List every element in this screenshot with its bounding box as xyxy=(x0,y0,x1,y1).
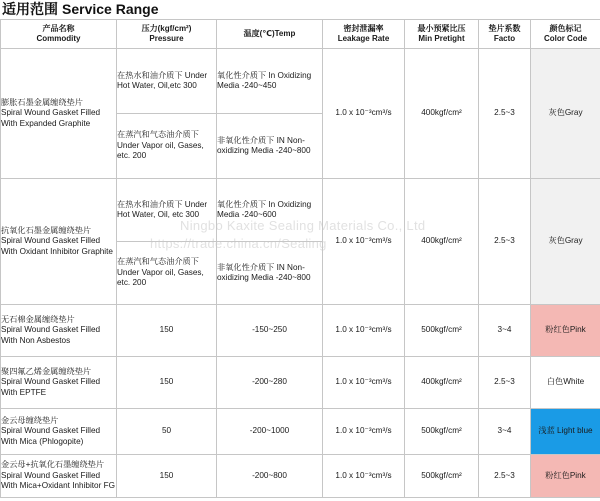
page-title xyxy=(2,0,159,18)
facto-cell: 2.5~3 xyxy=(479,179,531,305)
leakage-cell: 1.0 x 10⁻³cm³/s xyxy=(323,305,405,357)
leakage-cell: 1.0 x 10⁻³cm³/s xyxy=(323,455,405,498)
pressure-cell: 50 xyxy=(117,409,217,455)
header-color: 颜色标记 Color Code xyxy=(531,20,600,49)
facto-cell: 3~4 xyxy=(479,305,531,357)
table-row xyxy=(1,49,600,114)
pressure-cell: 150 xyxy=(117,455,217,498)
watermark-company: Ningbo Kaxite Sealing Materials Co., Ltd xyxy=(180,218,426,233)
temp-cell: 氧化性介质下 In Oxidizing Media -240~600 xyxy=(217,179,323,242)
color-code-cell: 浅蓝 Light blue xyxy=(531,409,600,455)
title-en: Service Range xyxy=(62,1,159,17)
facto-cell: 2.5~3 xyxy=(479,455,531,498)
pressure-cell: 150 xyxy=(117,305,217,357)
table-row xyxy=(1,179,600,242)
table-row xyxy=(1,409,600,455)
color-code-cell: 白色White xyxy=(531,357,600,409)
header-pretight: 最小预紧比压 Min Pretight xyxy=(405,20,479,49)
header-leakage: 密封泄漏率 Leakage Rate xyxy=(323,20,405,49)
color-code-cell: 粉红色Pink xyxy=(531,455,600,498)
temp-cell: 非氧化性介质下 IN Non-oxidizing Media -240~800 xyxy=(217,242,323,305)
header-facto: 垫片系数 Facto xyxy=(479,20,531,49)
leakage-cell: 1.0 x 10⁻³cm³/s xyxy=(323,49,405,179)
pretight-cell: 500kgf/cm² xyxy=(405,409,479,455)
pressure-cell: 在热水和油介质下 Under Hot Water, Oil,etc 300 xyxy=(117,49,217,114)
temp-cell: -200~1000 xyxy=(217,409,323,455)
temp-cell: -200~280 xyxy=(217,357,323,409)
header-temp: 温度(℃)Temp xyxy=(217,20,323,49)
pretight-cell: 500kgf/cm² xyxy=(405,455,479,498)
service-range-table xyxy=(0,19,600,498)
pretight-cell: 400kgf/cm² xyxy=(405,357,479,409)
commodity-cell: 无石棉金属缠绕垫片 Spiral Wound Gasket Filled With Non Asbestos xyxy=(1,305,117,357)
table-row xyxy=(1,455,600,498)
facto-cell: 2.5~3 xyxy=(479,49,531,179)
temp-cell: -200~800 xyxy=(217,455,323,498)
pretight-cell: 500kgf/cm² xyxy=(405,305,479,357)
table-row xyxy=(1,305,600,357)
pretight-cell: 400kgf/cm² xyxy=(405,179,479,305)
pressure-cell: 在蒸汽和气态油介质下 Under Vapor oil, Gases, etc. 200 xyxy=(117,114,217,179)
table-header-row xyxy=(1,20,600,49)
pressure-cell: 在热水和油介质下 Under Hot Water, Oil, etc 300 xyxy=(117,179,217,242)
commodity-cell: 金云母+抗氧化石墨缠绕垫片 Spiral Wound Gasket Filled With Mica+Oxidant Inhibitor FG xyxy=(1,455,117,498)
temp-cell: 非氧化性介质下 IN Non-oxidizing Media -240~800 xyxy=(217,114,323,179)
facto-cell: 2.5~3 xyxy=(479,357,531,409)
color-code-cell: 灰色Gray xyxy=(531,179,600,305)
leakage-cell: 1.0 x 10⁻³cm³/s xyxy=(323,357,405,409)
header-commodity: 产品名称 Commodity xyxy=(1,20,117,49)
temp-cell: 氧化性介质下 In Oxidizing Media -240~450 xyxy=(217,49,323,114)
color-code-cell: 灰色Gray xyxy=(531,49,600,179)
pretight-cell: 400kgf/cm² xyxy=(405,49,479,179)
header-pressure: 压力(kgf/cm²) Pressure xyxy=(117,20,217,49)
color-code-cell: 粉红色Pink xyxy=(531,305,600,357)
title-cn: 适用范围 xyxy=(2,1,58,17)
commodity-cell: 聚四氟乙烯金属缠绕垫片 Spiral Wound Gasket Filled With EPTFE xyxy=(1,357,117,409)
commodity-cell: 膨胀石墨金属缠绕垫片 Spiral Wound Gasket Filled With Expanded Graphite xyxy=(1,49,117,179)
commodity-cell: 金云母缠绕垫片 Spiral Wound Gasket Filled With Mica (Phlogopite) xyxy=(1,409,117,455)
temp-cell: -150~250 xyxy=(217,305,323,357)
commodity-cell: 抗氧化石墨金属缠绕垫片 Spiral Wound Gasket Filled With Oxidant Inhibitor Graphite xyxy=(1,179,117,305)
pressure-cell: 在蒸汽和气态油介质下 Under Vapor oil, Gases, etc. 200 xyxy=(117,242,217,305)
facto-cell: 3~4 xyxy=(479,409,531,455)
leakage-cell: 1.0 x 10⁻³cm³/s xyxy=(323,409,405,455)
watermark-url: https://trade.china.cn/Sealing xyxy=(150,236,327,251)
leakage-cell: 1.0 x 10⁻³cm³/s xyxy=(323,179,405,305)
table-row xyxy=(1,357,600,409)
pressure-cell: 150 xyxy=(117,357,217,409)
